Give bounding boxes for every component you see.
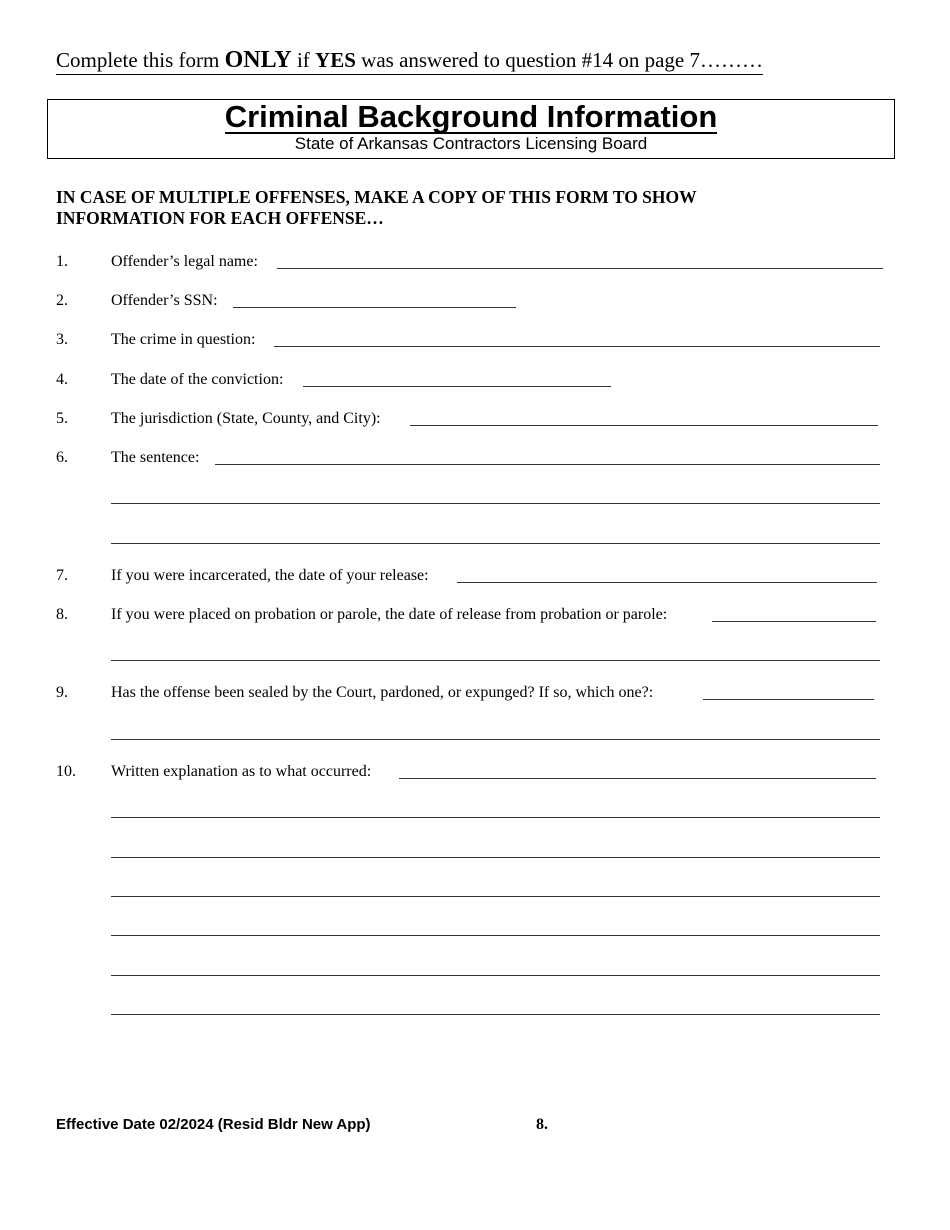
question-label-3: The crime in question: [111,331,256,348]
effective-date-footer: Effective Date 02/2024 (Resid Bldr New App) [56,1116,371,1133]
ssn-input[interactable] [233,288,516,306]
question-label-2: Offender’s SSN: [111,292,218,309]
explanation-field-line-4[interactable] [111,896,880,897]
sealed-status-field-line-2[interactable] [111,739,880,740]
question-number-7: 7. [56,567,68,584]
explanation-input-line-7[interactable] [111,995,880,1013]
multiple-offenses-notice: IN CASE OF MULTIPLE OFFENSES, MAKE A COPY OF THIS FORM TO SHOW INFORMATION FOR EACH OFFENSE… [56,187,697,228]
question-number-8: 8. [56,606,68,623]
intro-only: ONLY [224,47,292,73]
question-number-6: 6. [56,449,68,466]
explanation-input-line-5[interactable] [111,916,880,934]
question-number-1: 1. [56,253,68,270]
page-subtitle: State of Arkansas Contractors Licensing Board [294,134,648,153]
probation-release-input[interactable] [712,602,876,620]
question-label-5: The jurisdiction (State, County, and City): [111,410,381,427]
ssn-field[interactable] [233,307,516,308]
explanation-input[interactable] [399,759,876,777]
probation-release-input-line-2[interactable] [111,641,880,659]
sealed-status-input-line-2[interactable] [111,720,880,738]
intro-text-2: if [291,48,316,72]
crime-input[interactable] [274,327,880,345]
question-label-6: The sentence: [111,449,200,466]
explanation-field-line-2[interactable] [111,817,880,818]
explanation-field[interactable] [399,778,876,779]
question-label-9: Has the offense been sealed by the Court, pardoned, or expunged? If so, which one?: [111,684,654,701]
release-date-field[interactable] [457,582,877,583]
crime-field[interactable] [274,346,880,347]
intro-instruction [56,46,763,75]
jurisdiction-input[interactable] [410,406,878,424]
question-number-2: 2. [56,292,68,309]
probation-release-field-line-2[interactable] [111,660,880,661]
page-number: 8. [536,1116,548,1133]
sentence-input[interactable] [215,445,880,463]
explanation-input-line-2[interactable] [111,798,880,816]
sealed-status-field[interactable] [703,699,874,700]
title-box [47,99,895,159]
conviction-date-input[interactable] [303,367,611,385]
question-number-9: 9. [56,684,68,701]
question-number-5: 5. [56,410,68,427]
explanation-field-line-3[interactable] [111,857,880,858]
sentence-input-line-3[interactable] [111,524,880,542]
question-label-7: If you were incarcerated, the date of your release: [111,567,429,584]
question-label-8: If you were placed on probation or parole, the date of release from probation or parole: [111,606,668,623]
intro-yes: YES [315,48,356,72]
legal-name-field[interactable] [277,268,883,269]
explanation-field-line-7[interactable] [111,1014,880,1015]
question-label-1: Offender’s legal name: [111,253,258,270]
release-date-input[interactable] [457,563,877,581]
explanation-input-line-3[interactable] [111,838,880,856]
question-number-3: 3. [56,331,68,348]
explanation-input-line-6[interactable] [111,956,880,974]
jurisdiction-field[interactable] [410,425,878,426]
sealed-status-input[interactable] [703,680,874,698]
intro-text-1: Complete this form [56,48,225,72]
legal-name-input[interactable] [277,249,883,267]
intro-text-3: was answered to question #14 on page 7……… [355,48,763,72]
question-label-4: The date of the conviction: [111,371,284,388]
explanation-field-line-5[interactable] [111,935,880,936]
sentence-field-line-2[interactable] [111,503,880,504]
sentence-field-line-3[interactable] [111,543,880,544]
question-number-4: 4. [56,371,68,388]
conviction-date-field[interactable] [303,386,611,387]
explanation-input-line-4[interactable] [111,877,880,895]
question-label-10: Written explanation as to what occurred: [111,763,372,780]
question-number-10: 10. [56,763,76,780]
probation-release-field[interactable] [712,621,876,622]
sentence-input-line-2[interactable] [111,484,880,502]
explanation-field-line-6[interactable] [111,975,880,976]
sentence-field[interactable] [215,464,880,465]
page-title: Criminal Background Information [224,99,718,134]
